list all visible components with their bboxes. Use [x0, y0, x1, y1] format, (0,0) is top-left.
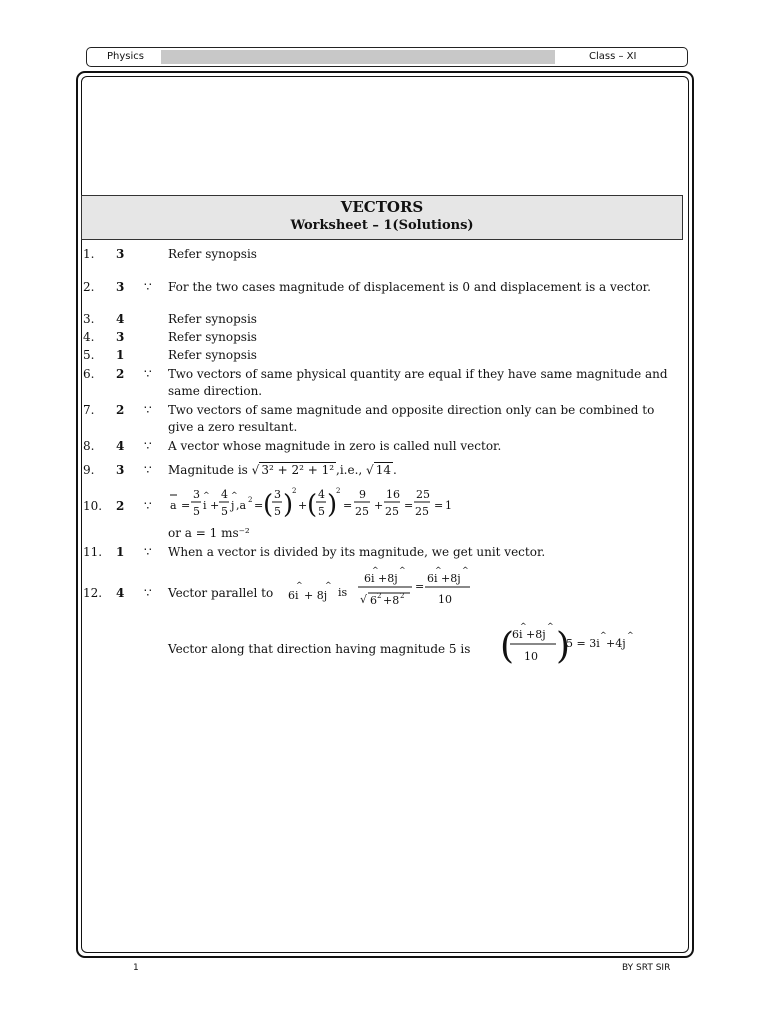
svg-text:^: ^	[627, 631, 634, 640]
answer-option: 2	[116, 367, 125, 381]
question-number: 7.	[83, 403, 95, 417]
q12-result-equation	[500, 620, 640, 670]
svg-text:^: ^	[399, 566, 406, 575]
answer-text: Refer synopsis	[168, 247, 257, 261]
question-number: 8.	[83, 439, 95, 453]
svg-text:): )	[556, 626, 571, 667]
svg-text:2: 2	[336, 487, 341, 495]
page-subtitle: Worksheet – 1(Solutions)	[290, 218, 474, 233]
svg-text:+4j: +4j	[606, 637, 626, 650]
question-number: 9.	[83, 463, 95, 477]
answer-text: or a = 1 ms⁻²	[168, 526, 250, 540]
svg-text:3: 3	[274, 488, 281, 501]
svg-text:^: ^	[325, 581, 332, 590]
svg-text:1: 1	[445, 499, 452, 512]
ie-text: ,i.e.,	[336, 463, 363, 477]
svg-text:i: i	[203, 499, 207, 512]
svg-text:=: =	[404, 499, 414, 512]
footer-author: BY SRT SIR	[622, 963, 671, 973]
svg-text:2: 2	[292, 487, 297, 495]
svg-text:=: =	[434, 499, 444, 512]
svg-text:16: 16	[386, 488, 400, 501]
svg-text:2: 2	[377, 592, 382, 600]
because-symbol: ∵	[144, 439, 152, 453]
svg-text:(: (	[307, 490, 318, 520]
because-symbol: ∵	[144, 499, 152, 513]
answer-text	[168, 462, 678, 479]
svg-text:^: ^	[520, 622, 527, 631]
svg-text:^: ^	[462, 566, 469, 575]
answer-text: Refer synopsis	[168, 330, 257, 344]
svg-text:+: +	[210, 499, 220, 512]
svg-text:√: √	[360, 593, 368, 606]
svg-text:^: ^	[600, 631, 607, 640]
answer-option: 4	[116, 439, 125, 453]
svg-text:25: 25	[415, 505, 429, 518]
svg-text:^: ^	[231, 491, 238, 500]
svg-text:6i: 6i	[512, 628, 523, 641]
svg-text:+: +	[374, 499, 384, 512]
svg-text:9: 9	[359, 488, 366, 501]
svg-text:^: ^	[435, 566, 442, 575]
answer-text: Vector along that direction having magnitude 5 is	[168, 642, 471, 656]
svg-text:(: (	[500, 626, 515, 667]
svg-text:10: 10	[524, 650, 538, 663]
svg-text:^: ^	[296, 581, 303, 590]
svg-text:^: ^	[372, 566, 379, 575]
page-title: VECTORS	[340, 198, 424, 216]
svg-text:2: 2	[400, 592, 405, 600]
svg-text:2: 2	[248, 496, 253, 504]
because-symbol: ∵	[144, 367, 152, 381]
svg-text:+ 8j: + 8j	[304, 589, 328, 602]
root-result: 14	[375, 463, 391, 477]
answer-option: 1	[116, 545, 125, 559]
answer-option: 4	[116, 312, 125, 326]
header-bar	[161, 50, 555, 64]
answer-text: Two vectors of same magnitude and opposite direction only can be combined to give a zero resultant.	[168, 403, 655, 434]
answer-option: 4	[116, 586, 125, 600]
answer-text: Vector parallel to	[168, 586, 274, 600]
svg-text:5: 5	[193, 505, 200, 518]
answer-text: When a vector is divided by its magnitude, we get unit vector.	[168, 545, 546, 559]
svg-text:25: 25	[385, 505, 399, 518]
svg-text:6i: 6i	[427, 572, 438, 585]
header-class: Class – XI	[589, 51, 637, 62]
question-number: 12.	[83, 586, 103, 600]
answer-option: 2	[116, 499, 125, 513]
page-number: 1	[133, 963, 139, 973]
question-number: 5.	[83, 348, 95, 362]
svg-text:a: a	[170, 499, 177, 512]
because-symbol: ∵	[144, 586, 152, 600]
answer-option: 1	[116, 348, 125, 362]
svg-text:+8j: +8j	[441, 572, 461, 585]
svg-text:^: ^	[547, 622, 554, 631]
svg-text:): )	[283, 490, 294, 520]
question-number: 10.	[83, 499, 103, 513]
question-number: 6.	[83, 367, 95, 381]
question-number: 4.	[83, 330, 95, 344]
question-number: 3.	[83, 312, 95, 326]
q12-equation	[284, 566, 474, 610]
svg-text:5: 5	[318, 505, 325, 518]
svg-text:+8: +8	[383, 594, 400, 607]
because-symbol: ∵	[144, 280, 152, 294]
svg-text:=: =	[181, 499, 191, 512]
answer-text: Two vectors of same physical quantity are equal if they have same magnitude and same direction.	[168, 367, 668, 398]
magnitude-formula: √ 3² + 2² + 1² ,i.e., √ 14 .	[251, 463, 397, 477]
svg-text:+8j: +8j	[526, 628, 546, 641]
svg-text:j: j	[231, 499, 235, 512]
answer-option: 3	[116, 247, 125, 261]
svg-text:6: 6	[370, 594, 377, 607]
svg-text:3: 3	[193, 488, 200, 501]
answer-option: 3	[116, 330, 125, 344]
question-number: 11.	[83, 545, 103, 559]
svg-text:is: is	[338, 586, 348, 599]
svg-text:6i: 6i	[288, 589, 299, 602]
answer-text: Refer synopsis	[168, 312, 257, 326]
question-number: 2.	[83, 280, 95, 294]
because-symbol: ∵	[144, 463, 152, 477]
period: .	[392, 463, 397, 477]
magnitude-label: Magnitude is	[168, 463, 248, 477]
svg-text:,a: ,a	[236, 499, 247, 512]
page-header	[86, 47, 688, 67]
svg-text:(: (	[263, 490, 274, 520]
answer-option: 3	[116, 463, 125, 477]
svg-text:4: 4	[318, 488, 325, 501]
svg-text:=: =	[254, 499, 264, 512]
svg-text:4: 4	[221, 488, 228, 501]
svg-text:6i: 6i	[364, 572, 375, 585]
svg-text:25: 25	[355, 505, 369, 518]
svg-text:5 = 3i: 5 = 3i	[566, 637, 600, 650]
q10-equation	[166, 484, 466, 526]
svg-text:^: ^	[203, 491, 210, 500]
svg-text:): )	[327, 490, 338, 520]
question-number: 1.	[83, 247, 95, 261]
answer-text: For the two cases magnitude of displacement is 0 and displacement is a vector.	[168, 280, 651, 294]
title-box	[81, 195, 683, 240]
svg-text:+8j: +8j	[378, 572, 398, 585]
svg-text:=: =	[415, 580, 425, 593]
because-symbol: ∵	[144, 403, 152, 417]
svg-text:+: +	[298, 499, 308, 512]
root-expression: 3² + 2² + 1²	[261, 463, 335, 477]
because-symbol: ∵	[144, 545, 152, 559]
header-subject: Physics	[107, 51, 144, 62]
svg-text:5: 5	[274, 505, 281, 518]
svg-text:10: 10	[438, 593, 452, 606]
answer-text: Refer synopsis	[168, 348, 257, 362]
answer-option: 2	[116, 403, 125, 417]
svg-text:25: 25	[416, 488, 430, 501]
answer-option: 3	[116, 280, 125, 294]
svg-text:=: =	[343, 499, 353, 512]
svg-text:5: 5	[221, 505, 228, 518]
answer-text: A vector whose magnitude in zero is called null vector.	[168, 439, 502, 453]
